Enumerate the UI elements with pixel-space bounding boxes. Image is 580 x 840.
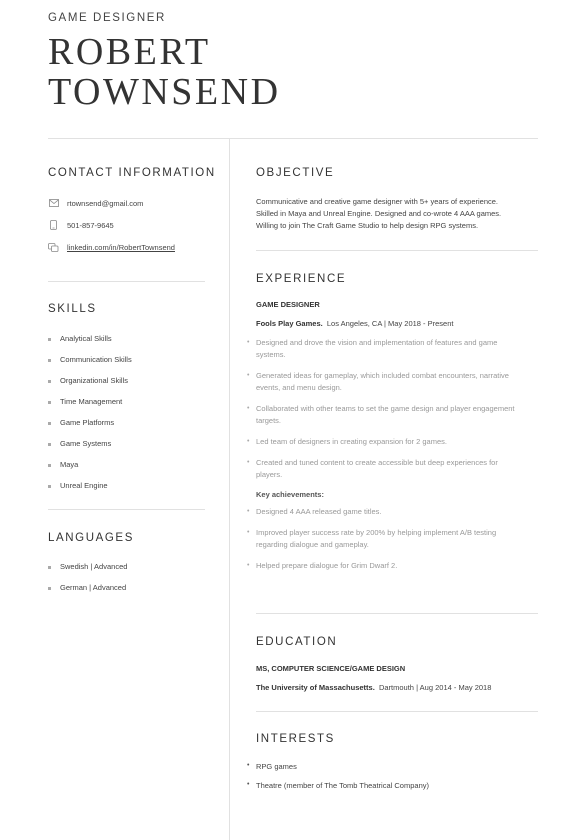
phone-icon bbox=[48, 220, 59, 230]
school-details: Dartmouth | Aug 2014 - May 2018 bbox=[378, 683, 492, 692]
job-subtitle: GAME DESIGNER bbox=[48, 12, 166, 24]
skill-item: Analytical Skills bbox=[48, 334, 132, 343]
contact-phone[interactable] bbox=[48, 220, 114, 230]
languages-list bbox=[48, 562, 127, 592]
achievements-list bbox=[256, 506, 538, 572]
company-name: Fools Play Games. bbox=[256, 319, 323, 328]
skills-divider bbox=[48, 509, 205, 510]
contact-heading: CONTACT INFORMATION bbox=[48, 167, 216, 179]
skill-item: Game Systems bbox=[48, 439, 132, 448]
skill-item: Communication Skills bbox=[48, 355, 132, 364]
objective-line: Willing to join The Craft Game Studio to help design RPG systems. bbox=[256, 221, 479, 230]
objective-heading: OBJECTIVE bbox=[256, 167, 335, 179]
interest-item: • Theatre (member of The Tomb Theatrical Company) bbox=[256, 781, 429, 790]
objective-line: Communicative and creative game designer with 5+ years of experience. bbox=[256, 197, 498, 206]
achievement-item: • Improved player success rate by 200% by helping implement A/B testing regarding dialogue and gameplay. bbox=[256, 527, 538, 551]
mail-icon bbox=[48, 198, 59, 208]
skill-item: Unreal Engine bbox=[48, 481, 132, 490]
objective-text bbox=[256, 196, 538, 232]
first-name: ROBERT bbox=[48, 31, 211, 73]
experience-bullet: • Collaborated with other teams to set the game design and player engagement targets. bbox=[256, 403, 538, 427]
school-line bbox=[256, 683, 491, 692]
linkedin-icon bbox=[48, 242, 59, 252]
contact-email[interactable] bbox=[48, 198, 143, 208]
linkedin-link[interactable]: linkedin.com/in/RobertTownsend bbox=[67, 242, 175, 252]
language-item: Swedish | Advanced bbox=[48, 562, 127, 571]
company-line bbox=[256, 319, 453, 328]
school-name: The University of Massachusetts. bbox=[256, 683, 375, 692]
job-title: GAME DESIGNER bbox=[256, 300, 320, 309]
contact-linkedin[interactable] bbox=[48, 242, 175, 252]
skill-item: Maya bbox=[48, 460, 132, 469]
company-details: Los Angeles, CA | May 2018 - Present bbox=[326, 319, 454, 328]
achievement-item: • Designed 4 AAA released game titles. bbox=[256, 506, 538, 518]
objective-line: Skilled in Maya and Unreal Engine. Designed and co-wrote 4 AAA games. bbox=[256, 209, 502, 218]
achievement-item: • Helped prepare dialogue for Grim Dwarf 2. bbox=[256, 560, 538, 572]
experience-bullet: • Led team of designers in creating expansion for 2 games. bbox=[256, 436, 538, 448]
email-text: rtownsend@gmail.com bbox=[67, 198, 144, 208]
experience-bullet: • Designed and drove the vision and implementation of features and game systems. bbox=[256, 337, 538, 361]
language-item: German | Advanced bbox=[48, 583, 127, 592]
education-heading: EDUCATION bbox=[256, 636, 338, 648]
skill-item: Game Platforms bbox=[48, 418, 132, 427]
experience-bullet: • Created and tuned content to create accessible but deep experiences for players. bbox=[256, 457, 538, 481]
skills-heading: SKILLS bbox=[48, 303, 97, 315]
objective-divider bbox=[256, 250, 538, 251]
column-divider bbox=[229, 139, 230, 840]
interests-heading: INTERESTS bbox=[256, 733, 335, 745]
header-divider bbox=[48, 138, 538, 139]
experience-heading: EXPERIENCE bbox=[256, 273, 347, 285]
candidate-name bbox=[48, 32, 281, 112]
experience-bullet: • Generated ideas for gameplay, which included combat encounters, narrative events, and menu design. bbox=[256, 370, 538, 394]
contact-divider bbox=[48, 281, 205, 282]
experience-divider bbox=[256, 613, 538, 614]
skill-item: Organizational Skills bbox=[48, 376, 132, 385]
phone-text: 501-857-9645 bbox=[67, 220, 114, 230]
languages-heading: LANGUAGES bbox=[48, 532, 134, 544]
interest-item: • RPG games bbox=[256, 762, 429, 771]
achievements-heading: Key achievements: bbox=[256, 490, 324, 499]
skills-list bbox=[48, 334, 132, 490]
education-divider bbox=[256, 711, 538, 712]
last-name: TOWNSEND bbox=[48, 71, 281, 113]
experience-bullets bbox=[256, 337, 538, 481]
skill-item: Time Management bbox=[48, 397, 132, 406]
degree-title: MS, COMPUTER SCIENCE/GAME DESIGN bbox=[256, 664, 406, 673]
interests-list bbox=[256, 762, 429, 790]
